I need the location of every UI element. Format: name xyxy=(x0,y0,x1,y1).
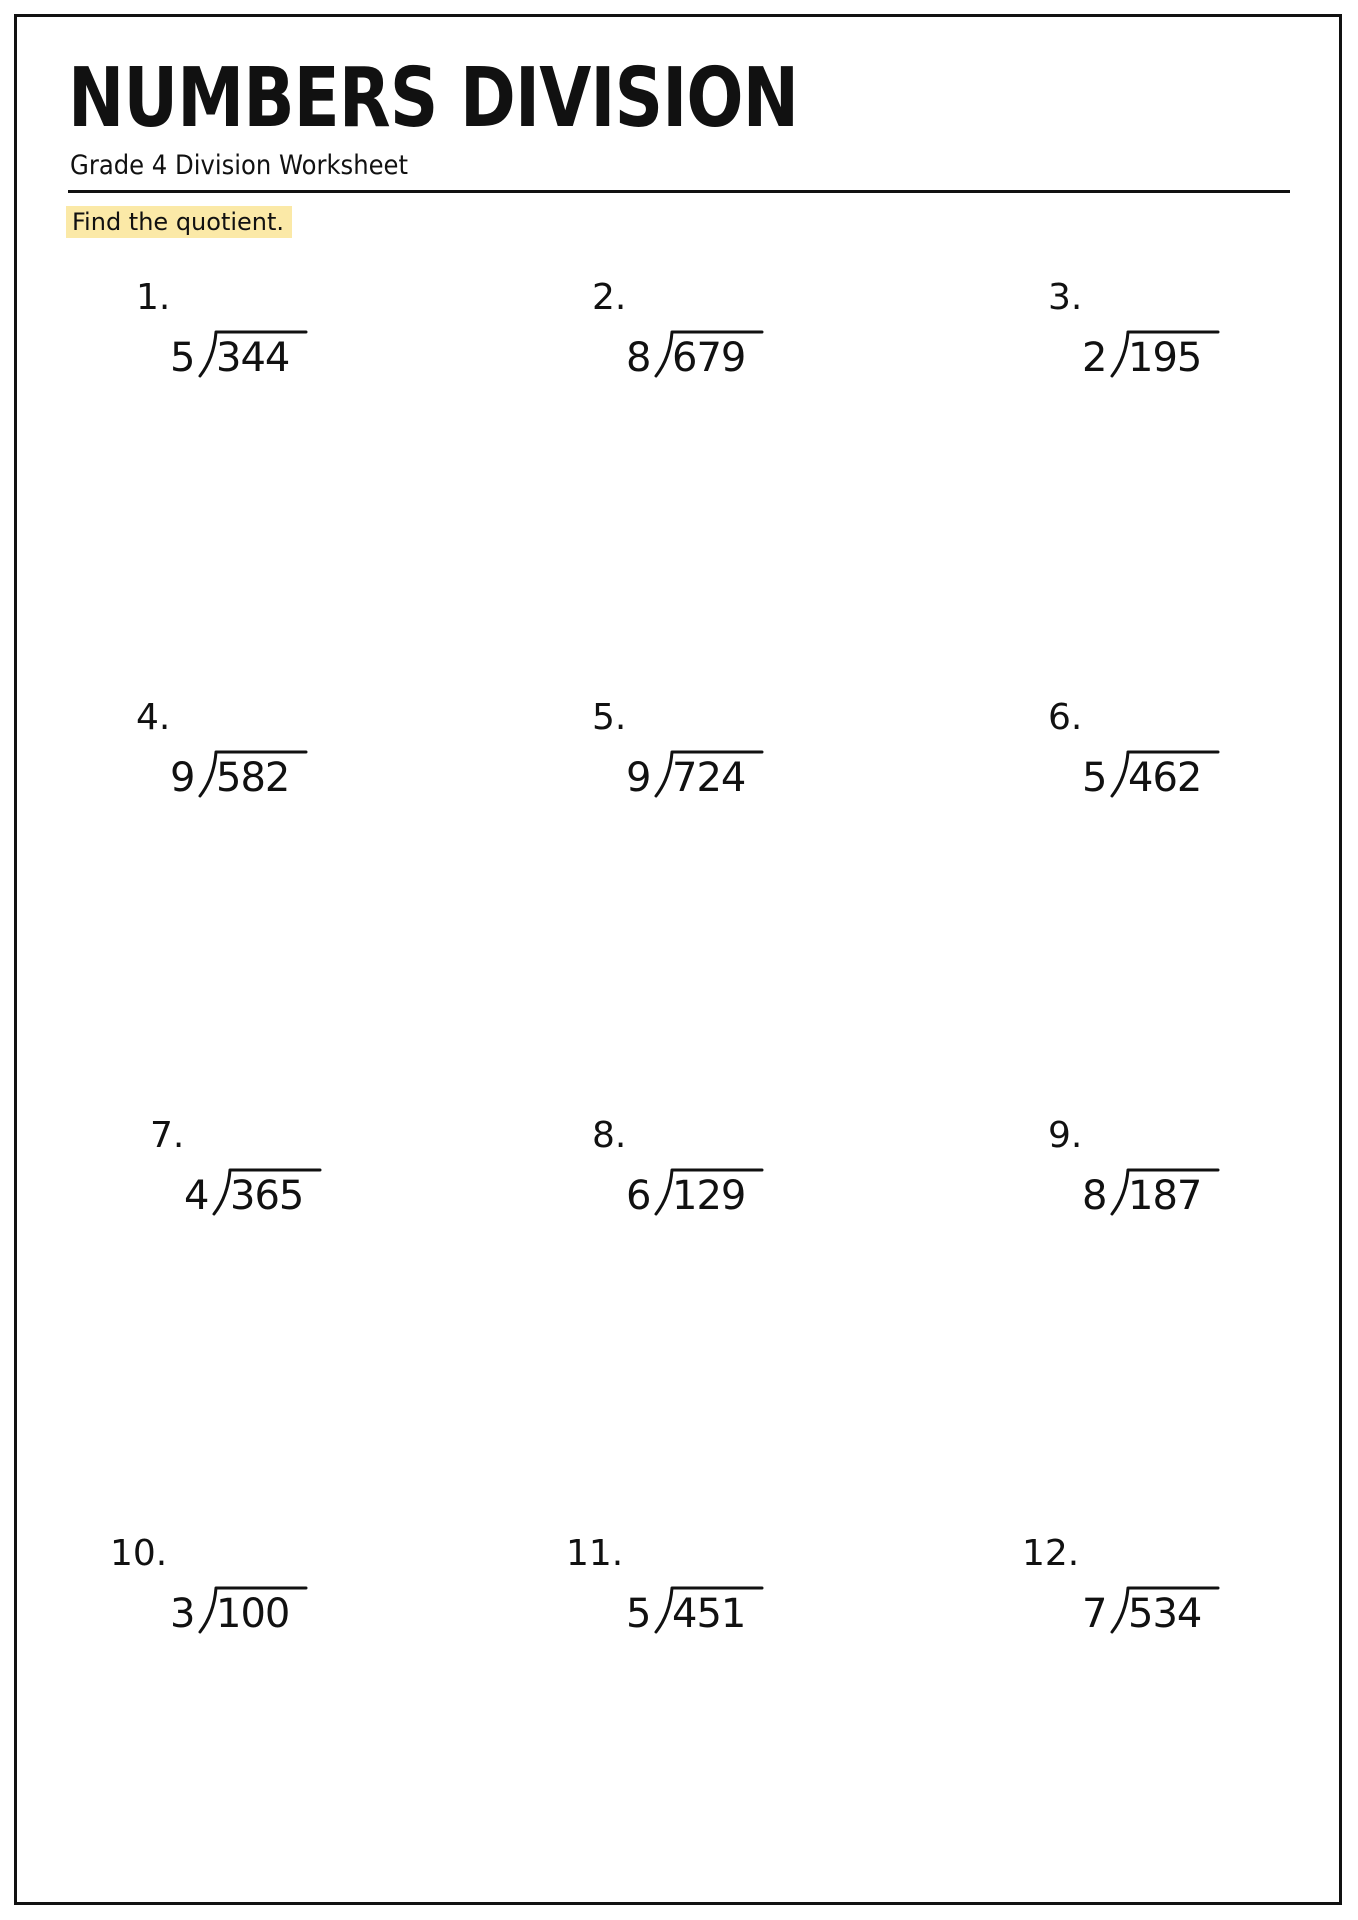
divisor: 7 xyxy=(1082,1591,1108,1637)
divisor: 9 xyxy=(170,755,196,801)
divisor: 3 xyxy=(170,1591,196,1637)
problem-number: 1. xyxy=(136,277,171,318)
dividend: 365 xyxy=(230,1173,304,1219)
instruction-text: Find the quotient. xyxy=(66,206,292,238)
dividend: 344 xyxy=(216,335,290,381)
dividend: 679 xyxy=(672,335,746,381)
problem-6 xyxy=(1048,697,1308,860)
problem-1 xyxy=(136,277,396,440)
divisor: 8 xyxy=(626,335,652,381)
dividend: 187 xyxy=(1128,1173,1202,1219)
problem-9 xyxy=(1048,1115,1308,1278)
problem-number: 9. xyxy=(1048,1115,1083,1156)
problem-10 xyxy=(110,1533,370,1696)
problem-4 xyxy=(136,697,396,860)
dividend: 582 xyxy=(216,755,290,801)
problem-number: 2. xyxy=(592,277,627,318)
problem-5 xyxy=(592,697,852,860)
divisor: 5 xyxy=(1082,755,1108,801)
problem-7 xyxy=(150,1115,410,1278)
page-subtitle: Grade 4 Division Worksheet xyxy=(70,150,409,181)
divisor: 5 xyxy=(170,335,196,381)
problem-number: 3. xyxy=(1048,277,1083,318)
problem-3 xyxy=(1048,277,1308,440)
divisor: 9 xyxy=(626,755,652,801)
header-divider xyxy=(68,190,1290,193)
dividend: 724 xyxy=(672,755,746,801)
page-title: NUMBERS DIVISION xyxy=(68,51,799,146)
divisor: 8 xyxy=(1082,1173,1108,1219)
problem-number: 12. xyxy=(1022,1533,1080,1574)
divisor: 5 xyxy=(626,1591,652,1637)
dividend: 100 xyxy=(216,1591,290,1637)
divisor: 6 xyxy=(626,1173,652,1219)
divisor: 4 xyxy=(184,1173,210,1219)
problem-number: 6. xyxy=(1048,697,1083,738)
dividend: 129 xyxy=(672,1173,746,1219)
dividend: 462 xyxy=(1128,755,1202,801)
problem-number: 7. xyxy=(150,1115,185,1156)
problem-11 xyxy=(566,1533,826,1696)
dividend: 534 xyxy=(1128,1591,1202,1637)
problem-number: 4. xyxy=(136,697,171,738)
dividend: 451 xyxy=(672,1591,746,1637)
problem-2 xyxy=(592,277,852,440)
problem-number: 11. xyxy=(566,1533,624,1574)
dividend: 195 xyxy=(1128,335,1202,381)
problem-12 xyxy=(1022,1533,1282,1696)
divisor: 2 xyxy=(1082,335,1108,381)
problem-8 xyxy=(592,1115,852,1278)
problem-number: 8. xyxy=(592,1115,627,1156)
problem-number: 10. xyxy=(110,1533,168,1574)
problem-number: 5. xyxy=(592,697,627,738)
